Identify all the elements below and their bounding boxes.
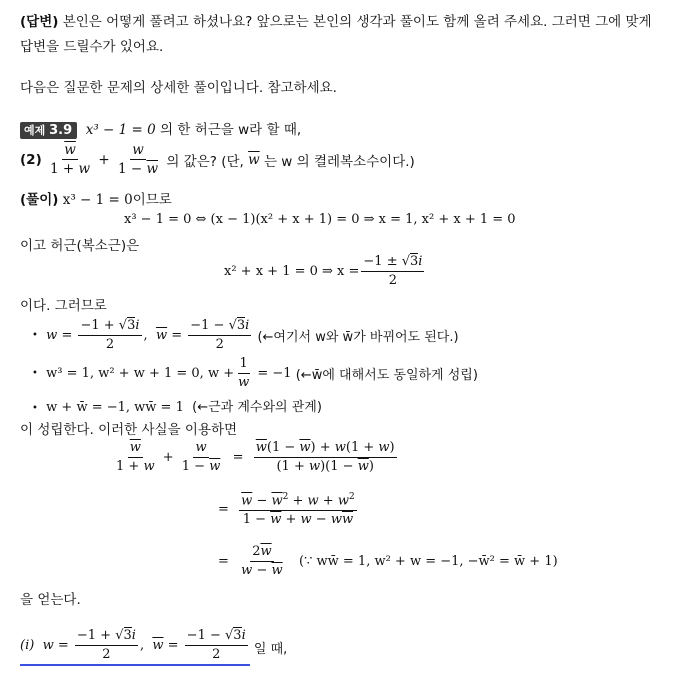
fraction-w-over-1mwbar: $\frac{w}{1 - \overline{w}}$ bbox=[117, 142, 159, 178]
fraction-wbar-over-1pw: $\frac{\overline{w}}{1 + w}$ bbox=[50, 142, 91, 178]
wbar-root-fraction: $\frac{-1 - √3i}{2}$ bbox=[190, 318, 250, 352]
step1-frac-combined: $\frac{\overline{w}(1 - \overline{w}) + w(1 + w)}{(1 + w)(1 - \overline{w})}$ bbox=[255, 440, 395, 474]
solution-lead-text: x³ − 1 = 0이므로 bbox=[62, 192, 172, 208]
bullet-3 bbox=[32, 396, 322, 415]
derivation-step-2: = $\frac{\overline{w} - \overline{w}^2 + w + w^2}{1 - \overline{w} + w - w\overline{w}}$ bbox=[218, 492, 355, 527]
bullet-2-note: (←w̄에 대해서도 동일하게 성립) bbox=[295, 367, 478, 383]
bullet-dot: • bbox=[32, 329, 38, 341]
using-line: 이 성립한다. 이러한 사실을 이용하면 bbox=[20, 422, 238, 438]
bullet-3-math: w + w̄ = −1, ww̄ = 1 bbox=[46, 400, 184, 415]
imaginary-intro: 이고 허근(복소근)은 bbox=[20, 238, 140, 254]
bullet-2 bbox=[32, 356, 478, 390]
bullet-2-eq: = −1 bbox=[257, 365, 292, 381]
case-i-underlined: (i) w = $\frac{-1 + √3i}{2}$ , $\overline{w}$ = $\frac{-1 - √3i}{2}$ bbox=[20, 628, 250, 666]
statement-text: 의 한 허근을 w라 할 때, bbox=[160, 122, 302, 138]
badge-label: 예제 bbox=[24, 124, 46, 137]
answer-label: (답변) bbox=[20, 14, 59, 30]
because-note: (∵ ww̄ = 1, w² + w = −1, −w̄² = w̄ + 1) bbox=[299, 553, 558, 569]
bullet-1: • w = $\frac{-1 + √3i}{2}$ , $\overline{w}$ = $\frac{-1 - √3i}{2}$ (←여기서 w와 w̄가 바뀌어도 된다.) bbox=[32, 318, 459, 352]
answer-line-1 bbox=[20, 10, 652, 30]
case-suffix: 일 때, bbox=[253, 641, 288, 657]
statement-math: x³ − 1 = 0 bbox=[85, 122, 156, 138]
step1-frac-a: $\frac{\overline{w}}{1 + w}$ bbox=[116, 440, 155, 474]
solution-lead bbox=[20, 188, 172, 208]
bullet-dot: • bbox=[32, 403, 38, 414]
step1-frac-b: $\frac{w}{1 - \overline{w}}$ bbox=[181, 440, 221, 474]
case-w-fraction: $\frac{-1 + √3i}{2}$ bbox=[76, 628, 136, 662]
factor-equation: x³ − 1 = 0 ⇔ (x − 1)(x² + x + 1) = 0 ⇒ x = 1, x² + x + 1 = 0 bbox=[124, 212, 516, 227]
case-label: (i) bbox=[20, 637, 35, 653]
quadratic-equation: x² + x + 1 = 0 ⇒ x = bbox=[224, 263, 360, 279]
w-root-fraction: $\frac{-1 + √3i}{2}$ bbox=[80, 318, 140, 352]
reference-note: 다음은 질문한 문제의 상세한 풀이입니다. 참고하세요. bbox=[20, 80, 337, 96]
answer-text: 본인은 어떻게 풀려고 하셨나요? 앞으로는 본인의 생각과 풀이도 함께 올려 주세요. 그러면 그에 맞게 bbox=[58, 14, 652, 30]
part-label: (2) bbox=[20, 151, 42, 168]
derivation-step-1: $\frac{\overline{w}}{1 + w}$ + $\frac{w}{1 - \overline{w}}$ = $\frac{\overline{w}(1 - \overline{w}) + w(1 + w)}{(1 + w)(1 - \overline{w})}$ bbox=[116, 440, 395, 474]
solution-label: (풀이) bbox=[20, 192, 59, 208]
step2-frac: $\frac{\overline{w} - \overline{w}^2 + w + w^2}{1 - \overline{w} + w - w\overline{w}}$ bbox=[241, 492, 355, 527]
question-note: 는 w 의 켤레복소수이다.) bbox=[263, 153, 415, 170]
example-badge bbox=[20, 122, 77, 139]
quadratic-roots-fraction: $\frac{-1 \pm √3i}{2}$ bbox=[363, 254, 423, 288]
bullet-3-note: (←근과 계수와의 관계) bbox=[192, 400, 322, 415]
derivation-step-3: = $\frac{2\overline{w}}{w - \overline{w}}$ (∵ ww̄ = 1, w² + w = −1, −w̄² = w̄ + 1) bbox=[218, 544, 558, 578]
one-over-w-fraction: $\frac{1}{w}$ bbox=[238, 356, 250, 390]
quadratic-line bbox=[224, 254, 426, 288]
answer-line-2: 답변을 드릴수가 있어요. bbox=[20, 39, 164, 55]
therefore-line: 이다. 그러므로 bbox=[20, 298, 107, 314]
case-wbar-fraction: $\frac{-1 - √3i}{2}$ bbox=[186, 628, 246, 662]
step3-frac: $\frac{2\overline{w}}{w - \overline{w}}$ bbox=[241, 544, 283, 578]
bullet-1-note: (←여기서 w와 w̄가 바뀌어도 된다.) bbox=[257, 329, 459, 345]
problem-statement bbox=[20, 118, 301, 138]
question-line: (2) $\frac{\overline{w}}{1 + w}$ + $\frac{w}{1 - \overline{w}}$ 의 값은? (단, $\overline{w}$ 는 w 의 켤레복소수이다.) bbox=[20, 142, 415, 178]
bullet-dot: • bbox=[32, 367, 38, 379]
obtain-line: 을 얻는다. bbox=[20, 592, 81, 608]
badge-number: 3.9 bbox=[49, 123, 73, 138]
case-i-line bbox=[20, 628, 287, 666]
question-text: 의 값은? (단, bbox=[166, 153, 244, 170]
bullet-2-math: w³ = 1, w² + w + 1 = 0, w + bbox=[46, 365, 235, 381]
